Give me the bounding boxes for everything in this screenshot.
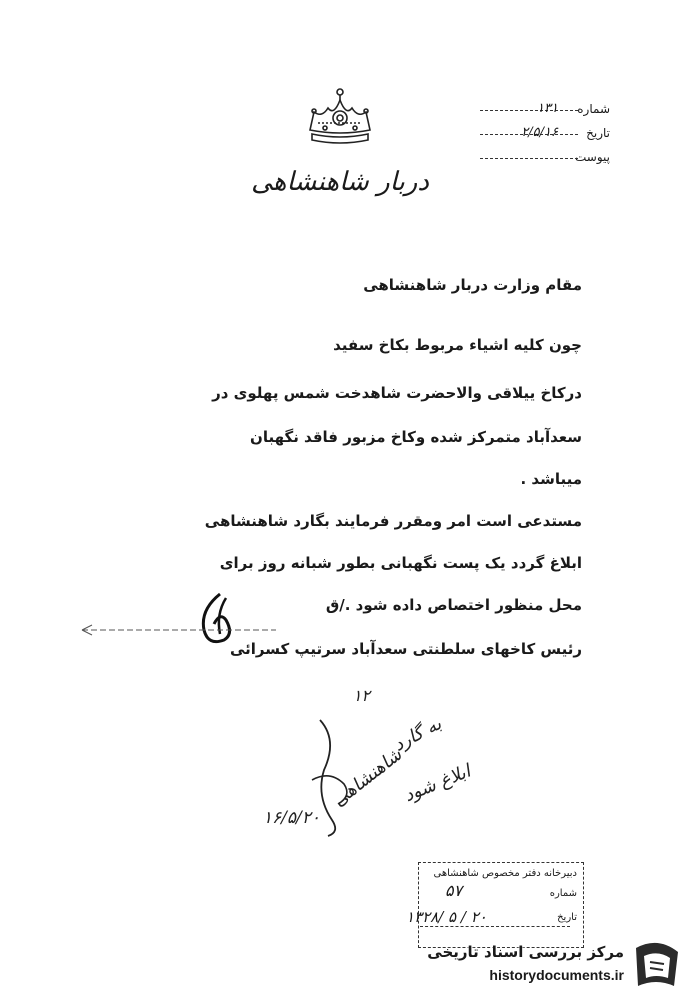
stamp-date-value: ۱۳۲۸/ ۵ / ۲۰ [406,908,487,926]
reference-attachment-row [480,146,610,168]
pencil-arrow-icon [80,622,280,638]
margin-note-line: ۱۲ [352,686,370,705]
margin-note-line: شاهنشاهی [329,744,407,811]
reference-attachment-label: پیوست [575,150,610,164]
letter-line: چون کلیه اشیاء مربوط بکاخ سفید [333,336,582,354]
letter-line: ابلاغ گردد یک پست نگهبانی بطور شبانه روز برای [219,554,582,572]
stamp-number-value: ۵۷ [445,881,463,900]
paraph-mark-icon [190,590,250,650]
archive-logo-icon [628,938,686,994]
margin-note-line: به گارد [389,713,445,756]
crown-icon [300,78,380,146]
letter-line: میباشد . [520,470,582,488]
court-title: دربار شاهنشاهی [251,167,429,197]
letter-line: سعدآباد متمرکز شده وکاخ مزبور فاقد نگهبان [250,428,582,446]
watermark-url: historydocuments.ir [489,967,624,983]
letter-line: محل منظور اختصاص داده شود ./ق [325,596,582,614]
watermark-name: مرکز بررسی اسناد تاریخی [427,943,624,961]
signature-line: رئیس کاخهای سلطنتی سعدآباد سرتیپ کسرائی [229,640,582,658]
margin-note-line: ابلاغ شود [401,760,474,807]
reference-number-label: شماره [577,102,610,116]
stamp-date-rule [420,926,570,928]
reference-number-value: ۱۳۱ [537,101,558,116]
reference-number-row [480,98,610,120]
stamp-date-label: تاریخ [557,912,577,923]
addressee: مقام وزارت دربار شاهنشاهی [363,276,582,294]
letter-line: مستدعی است امر ومقرر فرمایند بگارد شاهنشاهی [204,512,582,530]
letter-line: درکاخ ییلاقی والاحضرت شاهدخت شمس پهلوی در [212,384,582,402]
handwritten-signature-icon [220,700,420,840]
reference-date-row [480,122,610,144]
stamp-office-label: دبیرخانه دفتر مخصوص شاهنشاهی [433,868,577,879]
reference-date-value: ۲/۵/۱۶ [521,125,558,140]
stamp-number-label: شماره [549,888,577,899]
reference-date-label: تاریخ [586,126,610,140]
office-stamp [418,862,584,948]
margin-note-line: ۱۶/۵/۲۰ [262,808,320,828]
reference-block [480,98,610,188]
